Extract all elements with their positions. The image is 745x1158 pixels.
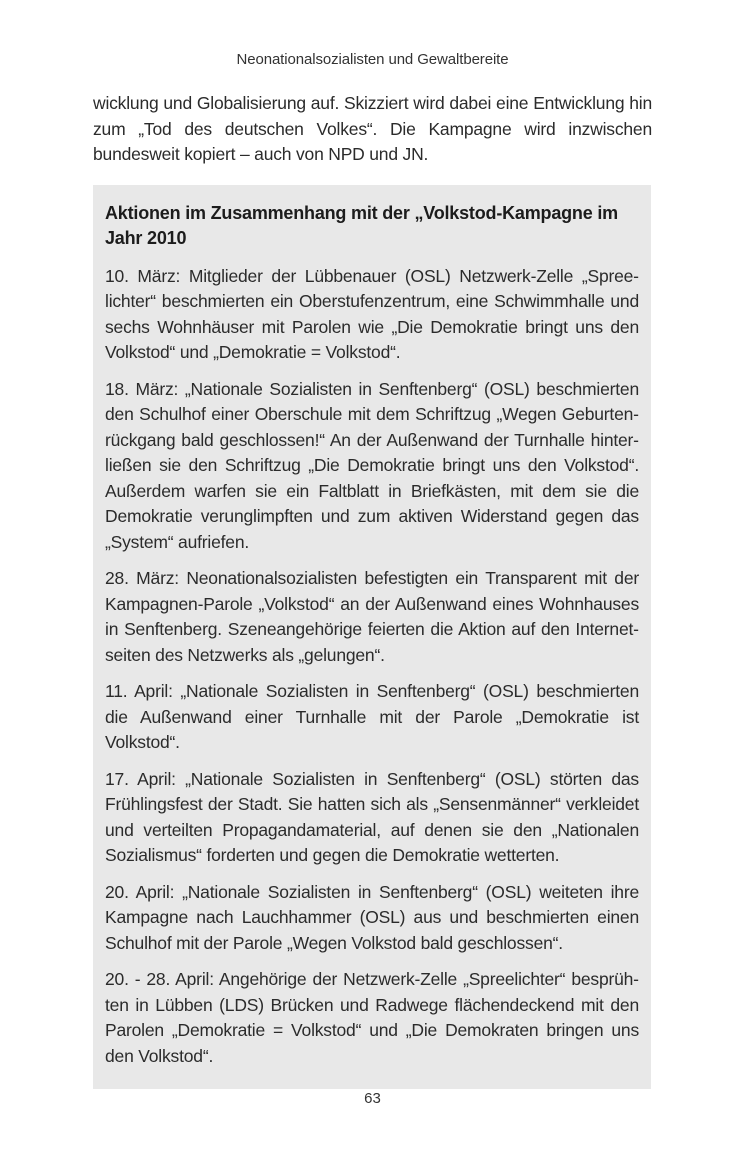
box-title: Aktionen im Zusammenhang mit der „Volkstod-Kampagne im Jahr 2010	[105, 202, 618, 248]
box-paragraph-20-april: 20. April: „Nationale Sozialisten in Senftenberg“ (OSL) weiteten ihre Kampagne nach Lauchhammer (OSL) aus und beschmierten einen Schulhof mit der Parole „Wegen Volkstod bald geschlossen“.	[105, 881, 639, 953]
intro-paragraph: wicklung und Globalisierung auf. Skizziert wird dabei eine Entwicklung hin zum „Tod des deutschen Volkes“. Die Kampagne wird inzwischen bundesweit kopiert – auch von NPD und JN.	[93, 93, 652, 164]
box-paragraph-17-april: 17. April: „Nationale Sozialisten in Senftenberg“ (OSL) störten das Frühlingsfest der Stadt. Sie hatten sich als „Sensenmänner“ verkleidet und verteilten Propagandamaterial, auf denen sie den „Nationalen Sozialismus“ forderten und gegen die Demokratie wetterten.	[105, 768, 639, 865]
running-head: Neonationalsozialisten und Gewaltbereite	[236, 51, 509, 68]
box-paragraph-18-maerz: 18. März: „Nationale Sozialisten in Senftenberg“ (OSL) beschmierten den Schulhof einer Oberschule mit dem Schriftzug „Wegen Geburtenrückgang bald geschlossen!“ An der Außenwand der Turnhalle hinterließen sie den Schriftzug „Die Demokratie bringt uns den Volkstod“. Außerdem warfen sie ein Faltblatt in Briefkästen, mit dem sie die Demokratie verunglimpften und zum aktiven Widerstand gegen das „System“ aufriefen.	[105, 378, 639, 552]
box-paragraph-10-maerz: 10. März: Mitglieder der Lübbenauer (OSL) Netzwerk-Zelle „Spreelichter“ beschmierten ein Oberstufenzentrum, eine Schwimmhalle und sechs Wohnhäuser mit Parolen wie „Die Demokratie bringt uns den Volkstod“ und „Demokratie = Volkstod“.	[105, 265, 639, 362]
box-paragraph-28-maerz: 28. März: Neonationalsozialisten befestigten ein Transparent mit der Kampagnen-Parole „Volkstod“ an der Außenwand eines Wohnhauses in Senftenberg. Szeneangehörige feierten die Aktion auf den Internetseiten des Netzwerks als „gelungen“.	[105, 568, 639, 665]
highlight-box	[93, 185, 651, 1090]
page-number: 63	[364, 1090, 381, 1107]
box-paragraph-20-28-april: 20. - 28. April: Angehörige der Netzwerk-Zelle „Spreelichter“ besprühten in Lübben (LDS) Brücken und Radwege flächendeckend mit den Parolen „Demokratie = Volkstod“ und „Die Demokraten bringen uns den Volkstod“.	[105, 969, 639, 1066]
box-paragraph-11-april: 11. April: „Nationale Sozialisten in Senftenberg“ (OSL) beschmierten die Außenwand einer Turnhalle mit der Parole „Demokratie ist Volkstod“.	[105, 681, 639, 752]
